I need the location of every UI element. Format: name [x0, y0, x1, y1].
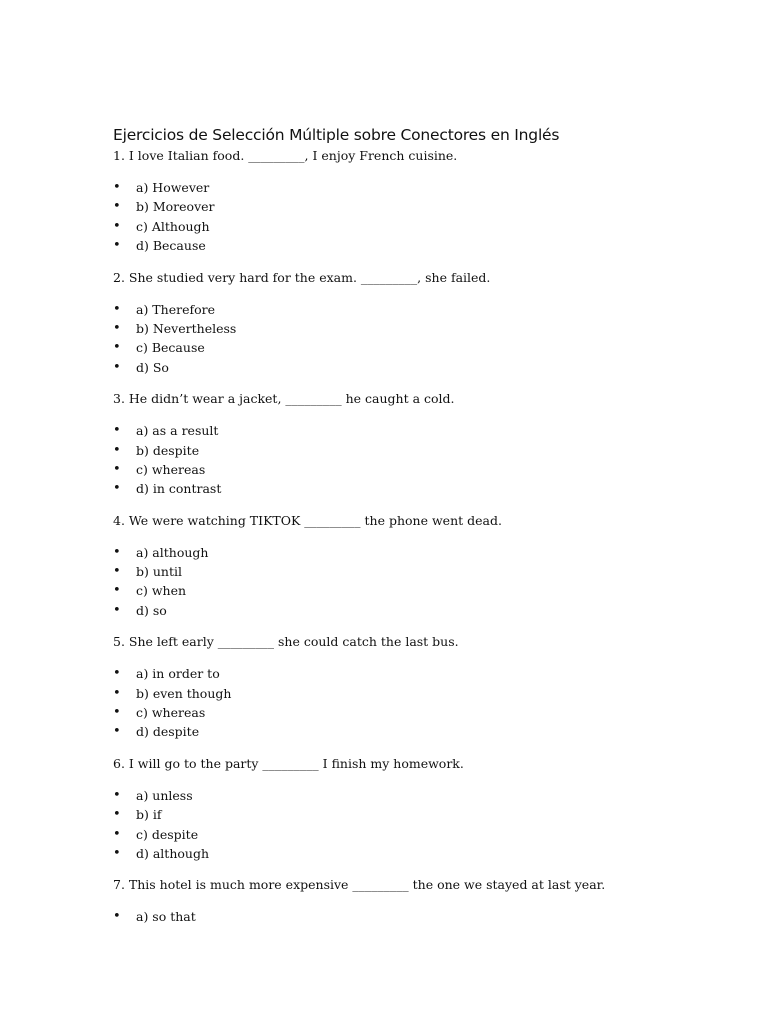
option-item [113, 300, 713, 319]
bullet-icon: • [113, 301, 121, 317]
option-item [113, 825, 713, 844]
bullet-icon: • [113, 564, 121, 580]
option-item [113, 460, 713, 479]
option-list [113, 786, 713, 864]
option-label: d) in contrast [136, 481, 222, 497]
bullet-icon: • [113, 602, 121, 618]
option-label: a) as a result [136, 423, 219, 439]
bullet-icon: • [113, 724, 121, 740]
option-label: b) Moreover [136, 199, 215, 215]
option-item [113, 601, 713, 620]
question-5 [113, 632, 713, 742]
option-list [113, 178, 713, 256]
option-label: c) whereas [136, 461, 206, 477]
question-list [113, 146, 713, 927]
option-item [113, 217, 713, 236]
bullet-icon: • [113, 481, 121, 497]
option-item [113, 844, 713, 863]
question-text: 1. I love Italian food. _________, I enjoy French cuisine. [113, 148, 458, 163]
bullet-icon: • [113, 685, 121, 701]
option-label: a) Therefore [136, 301, 215, 317]
option-item [113, 236, 713, 255]
option-item [113, 805, 713, 824]
option-list [113, 300, 713, 378]
option-item [113, 479, 713, 498]
bullet-icon: • [113, 845, 121, 861]
option-item [113, 197, 713, 216]
option-list [113, 907, 713, 926]
option-label: c) despite [136, 826, 199, 842]
option-label: b) until [136, 564, 182, 580]
option-label: d) so [136, 602, 167, 618]
question-text: 5. She left early _________ she could catch the last bus. [113, 634, 459, 650]
option-label: d) So [136, 359, 169, 375]
option-item [113, 338, 713, 357]
option-item [113, 562, 713, 581]
option-label: a) so that [136, 909, 196, 925]
bullet-icon: • [113, 359, 121, 375]
option-label: d) although [136, 845, 210, 861]
bullet-icon: • [113, 461, 121, 477]
option-item [113, 786, 713, 805]
option-list [113, 543, 713, 621]
option-item [113, 358, 713, 377]
bullet-icon: • [113, 666, 121, 682]
option-label: a) in order to [136, 666, 220, 682]
document-page [113, 124, 713, 939]
question-text: 7. This hotel is much more expensive _________ the one we stayed at last year. [113, 877, 606, 893]
option-label: b) even though [136, 685, 232, 701]
question-3 [113, 389, 713, 499]
option-item [113, 581, 713, 600]
option-label: d) despite [136, 724, 200, 740]
question-2 [113, 268, 713, 378]
option-label: b) Nevertheless [136, 320, 237, 336]
option-item [113, 907, 713, 926]
bullet-icon: • [113, 442, 121, 458]
bullet-icon: • [113, 807, 121, 823]
question-6 [113, 754, 713, 864]
bullet-icon: • [113, 320, 121, 336]
option-label: d) Because [136, 238, 206, 254]
option-item [113, 441, 713, 460]
question-text: 3. He didn’t wear a jacket, _________ he caught a cold. [113, 391, 455, 407]
option-item [113, 421, 713, 440]
option-label: c) Although [136, 218, 210, 234]
option-label: c) whereas [136, 705, 206, 721]
option-item [113, 703, 713, 722]
bullet-icon: • [113, 826, 121, 842]
bullet-icon: • [113, 423, 121, 439]
bullet-icon: • [113, 544, 121, 560]
option-label: a) However [136, 180, 210, 195]
option-list [113, 421, 713, 499]
bullet-icon: • [113, 340, 121, 356]
question-text: 2. She studied very hard for the exam. _________, she failed. [113, 269, 491, 285]
bullet-icon: • [113, 218, 121, 234]
bullet-icon: • [113, 705, 121, 721]
question-7 [113, 875, 713, 926]
option-label: c) when [136, 583, 187, 599]
option-label: c) Because [136, 340, 205, 356]
option-label: b) if [136, 807, 162, 823]
bullet-icon: • [113, 180, 121, 195]
bullet-icon: • [113, 199, 121, 215]
bullet-icon: • [113, 583, 121, 599]
bullet-icon: • [113, 909, 121, 925]
option-item [113, 664, 713, 683]
question-4 [113, 511, 713, 621]
option-label: a) although [136, 544, 209, 560]
bullet-icon: • [113, 238, 121, 254]
option-item [113, 722, 713, 741]
document-title: Ejercicios de Selección Múltiple sobre Conectores en Inglés [113, 126, 560, 144]
option-label: a) unless [136, 787, 193, 803]
question-1 [113, 146, 713, 256]
question-text: 6. I will go to the party _________ I finish my homework. [113, 755, 464, 771]
option-item [113, 543, 713, 562]
option-item [113, 684, 713, 703]
option-item [113, 178, 713, 197]
option-item [113, 319, 713, 338]
option-list [113, 664, 713, 742]
bullet-icon: • [113, 787, 121, 803]
question-text: 4. We were watching TIKTOK _________ the phone went dead. [113, 512, 502, 528]
option-label: b) despite [136, 442, 200, 458]
